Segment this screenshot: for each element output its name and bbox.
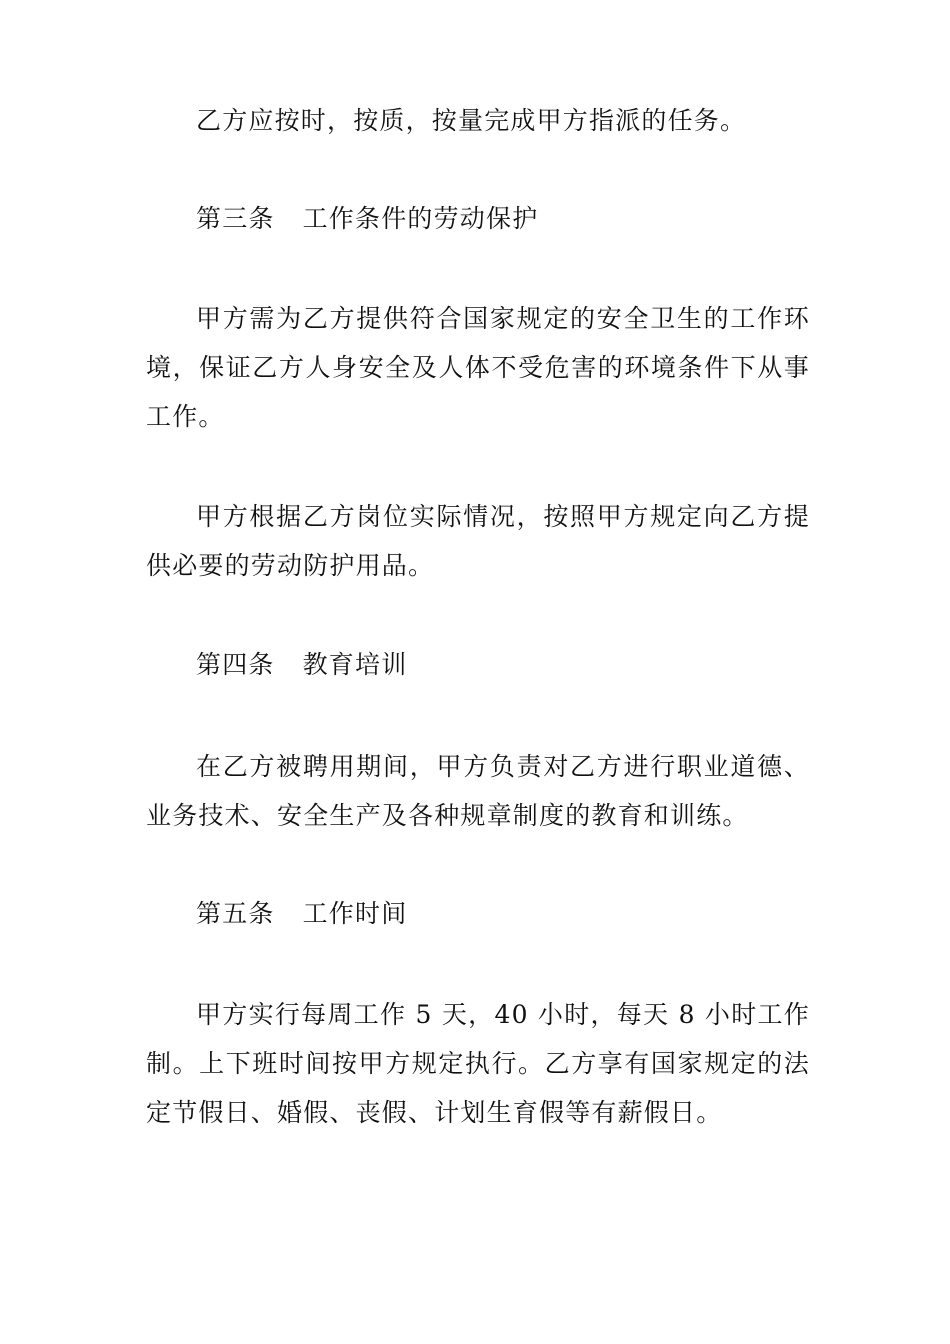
- article-4-title: 教育培训: [302, 650, 408, 679]
- paragraph-task-completion: 乙方应按时，按质，按量完成甲方指派的任务。: [196, 106, 747, 135]
- article-4-heading: [196, 640, 796, 689]
- paragraph-working-environment: 甲方需为乙方提供符合国家规定的安全卫生的工作环境，保证乙方人身安全及人体不受危害的环境条件下从事工作。: [146, 304, 810, 431]
- article-5-heading: [196, 889, 796, 938]
- article-5-number: 第五条: [196, 899, 275, 928]
- paragraph-working-hours: 甲方实行每周工作 5 天，40 小时，每天 8 小时工作制。上下班时间按甲方规定执行。乙方享有国家规定的法定节假日、婚假、丧假、计划生育假等有薪假日。: [146, 1000, 810, 1127]
- paragraph-protective-equipment: 甲方根据乙方岗位实际情况，按照甲方规定向乙方提供必要的劳动防护用品。: [146, 502, 810, 580]
- article-3-heading: [196, 194, 796, 243]
- article-3-title: 工作条件的劳动保护: [302, 204, 539, 233]
- paragraph-education-training: 在乙方被聘用期间，甲方负责对乙方进行职业道德、业务技术、安全生产及各种规章制度的教育和训练。: [146, 752, 810, 830]
- article-5-title: 工作时间: [302, 899, 408, 928]
- article-4-number: 第四条: [196, 650, 275, 679]
- article-3-number: 第三条: [196, 204, 275, 233]
